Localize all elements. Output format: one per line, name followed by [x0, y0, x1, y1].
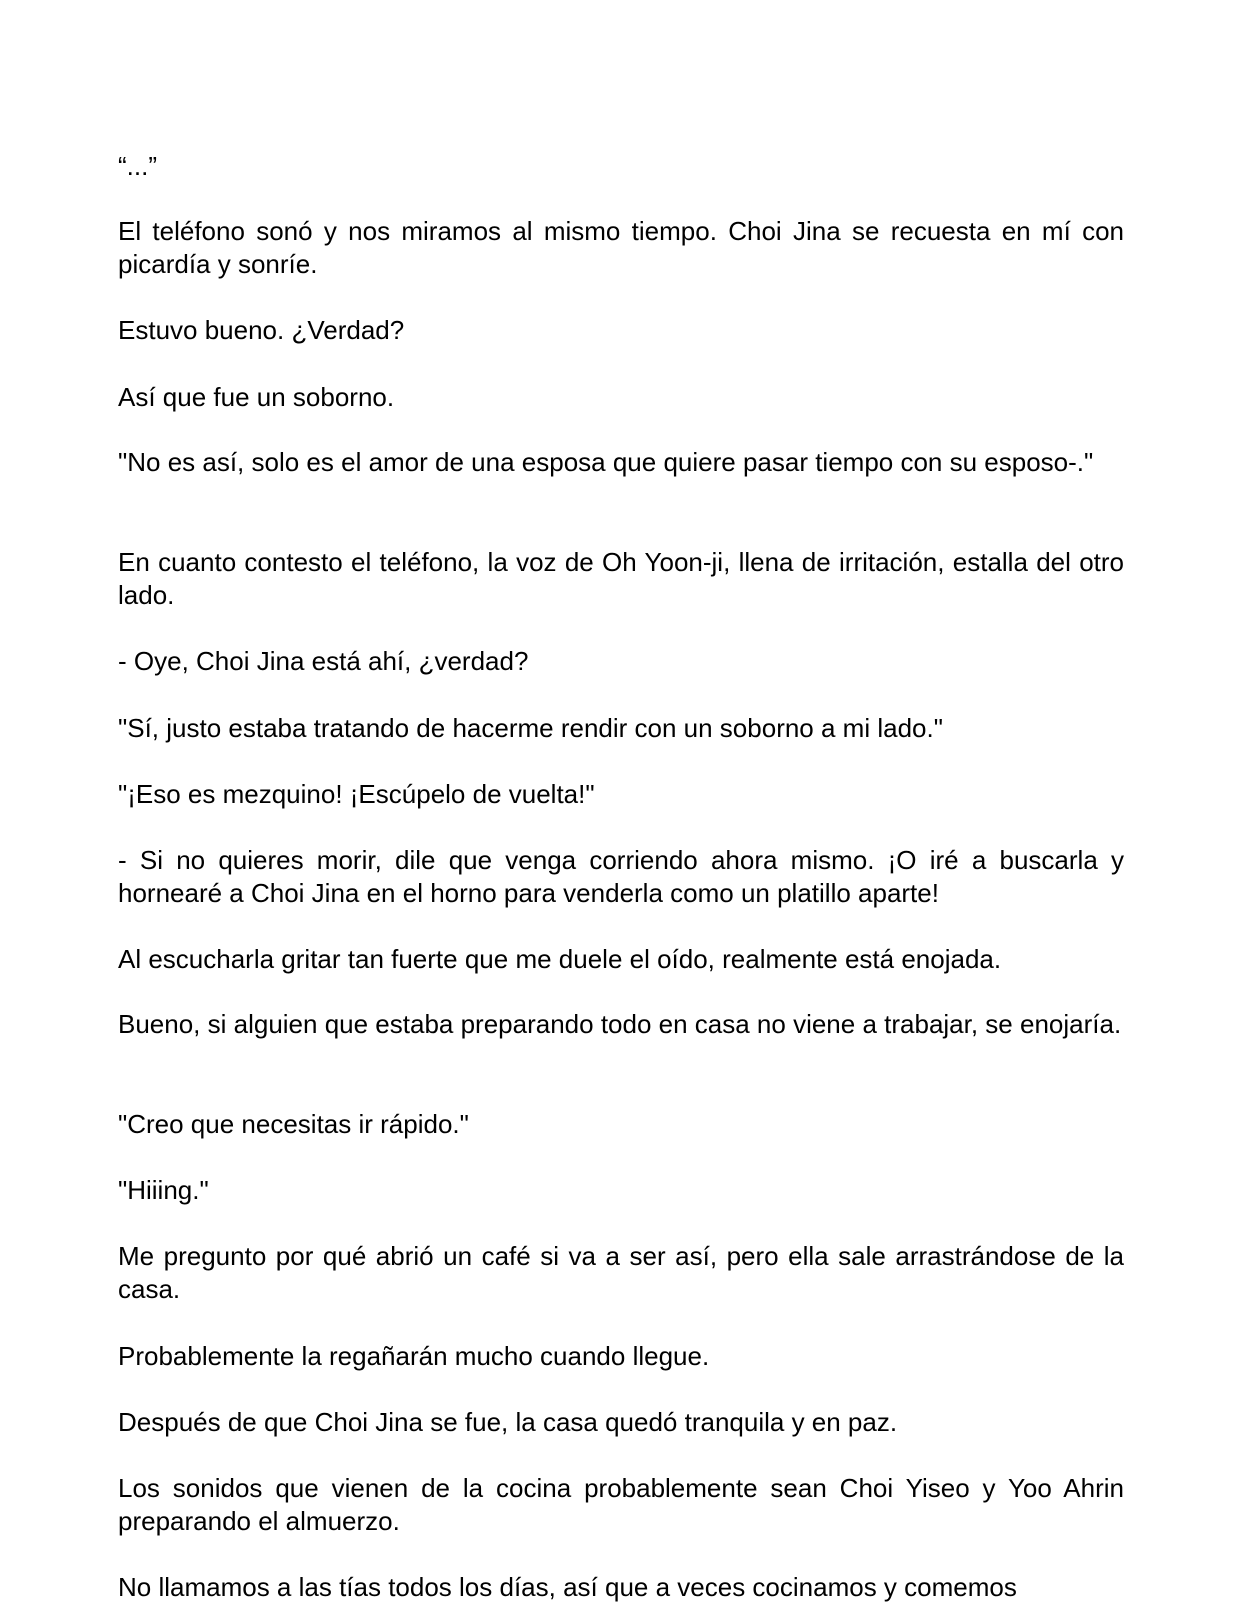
paragraph-kitchen: Los sonidos que vienen de la cocina probablemente sean Choi Yiseo y Yoo Ahrin preparando el almuerzo. — [118, 1473, 1124, 1536]
paragraph-threat: - Si no quieres morir, dile que venga corriendo ahora mismo. ¡O iré a buscarla y hornearé a Choi Jina en el horno para venderla como un platillo aparte! — [118, 845, 1124, 908]
paragraph-bribe: Así que fue un soborno. — [118, 382, 395, 412]
paragraph-wife-love: "No es así, solo es el amor de una esposa que quiere pasar tiempo con su esposo-." — [118, 447, 1094, 477]
paragraph-cafe: Me pregunto por qué abrió un café si va a ser así, pero ella sale arrastrándose de la casa. — [118, 1241, 1124, 1304]
paragraph-angry: Bueno, si alguien que estaba preparando todo en casa no viene a trabajar, se enojaría. — [118, 1009, 1122, 1039]
paragraph-yes-bribe: "Sí, justo estaba tratando de hacerme rendir con un soborno a mi lado." — [118, 713, 943, 743]
paragraph-was-good: Estuvo bueno. ¿Verdad? — [118, 315, 405, 345]
paragraph-answer-phone: En cuanto contesto el teléfono, la voz de Oh Yoon-ji, llena de irritación, estalla del otro lado. — [118, 547, 1124, 610]
paragraph-petty: "¡Eso es mezquino! ¡Escúpelo de vuelta!" — [118, 779, 595, 809]
paragraph-scolded: Probablemente la regañarán mucho cuando llegue. — [118, 1341, 710, 1371]
paragraph-yelling: Al escucharla gritar tan fuerte que me duele el oído, realmente está enojada. — [118, 944, 1002, 974]
paragraph-ellipsis: “...” — [118, 151, 157, 181]
paragraph-hiiing: "Hiiing." — [118, 1175, 209, 1205]
paragraph-go-fast: "Creo que necesitas ir rápido." — [118, 1109, 469, 1139]
paragraph-quiet-house: Después de que Choi Jina se fue, la casa quedó tranquila y en paz. — [118, 1407, 898, 1437]
paragraph-aunts: No llamamos a las tías todos los días, así que a veces cocinamos y comemos — [118, 1572, 1017, 1602]
paragraph-phone-rang: El teléfono sonó y nos miramos al mismo tiempo. Choi Jina se recuesta en mí con picardía y sonríe. — [118, 216, 1124, 279]
paragraph-hey-choi-jina: - Oye, Choi Jina está ahí, ¿verdad? — [118, 646, 529, 676]
